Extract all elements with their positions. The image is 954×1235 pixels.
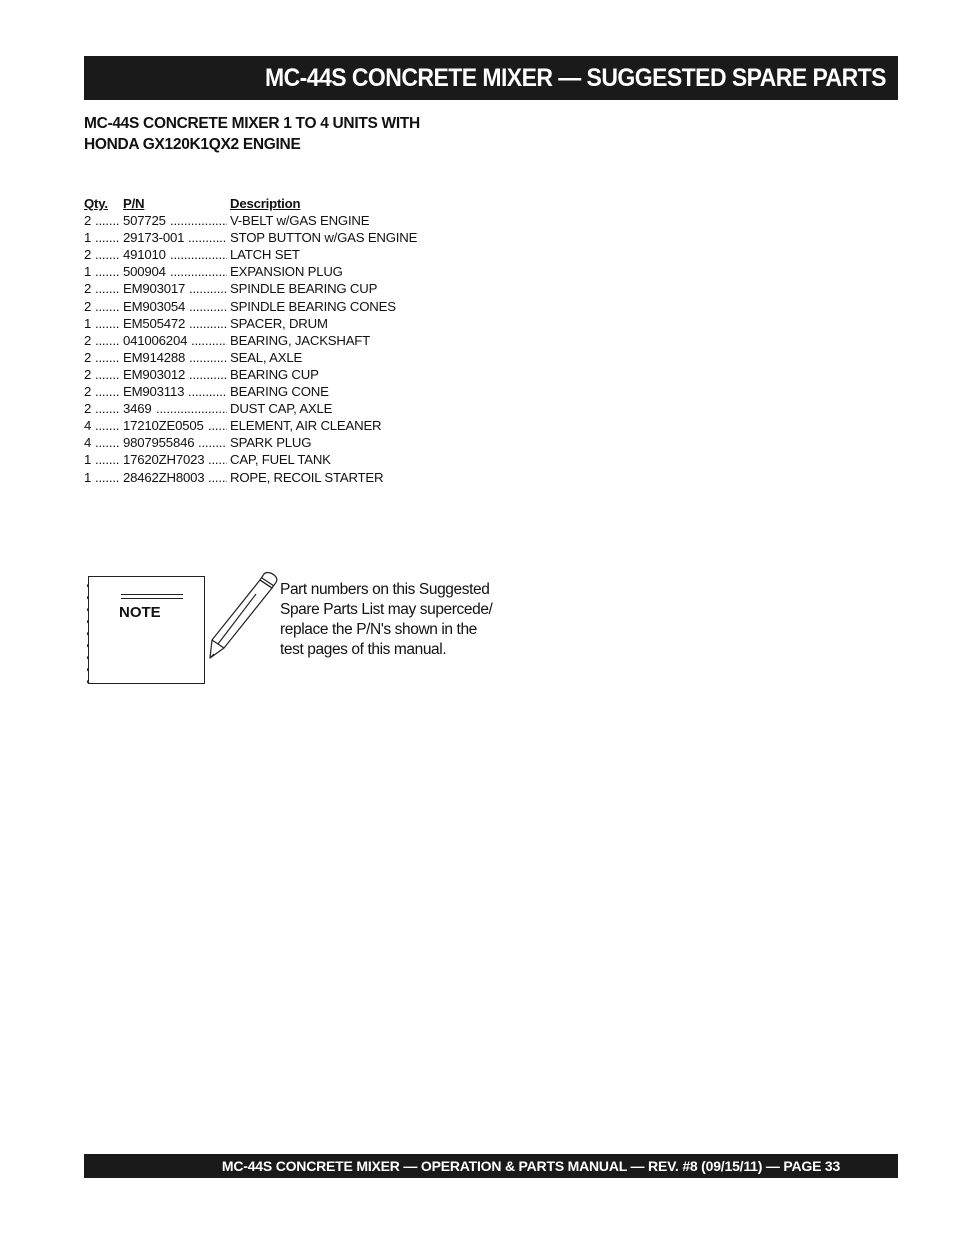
leader-dots [95,246,120,263]
table-row [84,400,444,417]
table-row [84,332,444,349]
description-cell: SEAL, AXLE [230,349,303,365]
leader-dots [208,417,227,434]
leader-dots [95,366,120,383]
description-cell: BEARING, JACKSHAFT [230,332,371,348]
table-row [84,280,444,297]
leader-dots [189,280,227,297]
description-cell: SPINDLE BEARING CONES [230,298,396,314]
qty-cell: 2 [84,384,92,400]
part-number-cell: EM505472 [123,315,186,331]
table-row [84,263,444,280]
table-row [84,469,444,486]
leader-dots [189,315,227,332]
note-text-line: replace the P/N's shown in the [280,621,477,638]
part-number-cell: EM903017 [123,281,186,297]
table-row [84,366,444,383]
description-cell: ROPE, RECOIL STARTER [230,469,384,485]
part-number-cell: 28462ZH8003 [123,469,205,485]
page-header-bar [84,56,898,100]
page-title: MC-44S CONCRETE MIXER — SUGGESTED SPARE PARTS [265,63,886,92]
table-row [84,315,444,332]
part-number-cell: 29173-001 [123,230,185,246]
leader-dots [191,332,227,349]
leader-dots [95,349,120,366]
spare-parts-table [84,195,444,486]
qty-cell: 2 [84,247,92,263]
description-cell: ELEMENT, AIR CLEANER [230,418,382,434]
description-cell: BEARING CUP [230,366,319,382]
description-cell: STOP BUTTON w/GAS ENGINE [230,230,418,246]
part-number-cell: 9807955846 [123,435,195,451]
table-row [84,451,444,468]
subtitle-line-1: MC-44S CONCRETE MIXER 1 TO 4 UNITS WITH [84,115,420,132]
qty-cell: 2 [84,332,92,348]
description-cell: EXPANSION PLUG [230,264,343,280]
leader-dots [189,349,227,366]
part-number-cell: EM903054 [123,298,186,314]
part-number-cell: 491010 [123,247,166,263]
part-number-cell: EM903113 [123,384,185,400]
leader-dots [95,212,120,229]
leader-dots [95,298,120,315]
qty-cell: 2 [84,401,92,417]
table-row [84,298,444,315]
qty-cell: 2 [84,366,92,382]
part-number-cell: EM903012 [123,366,186,382]
description-cell: SPARK PLUG [230,435,312,451]
leader-dots [170,212,227,229]
description-cell: LATCH SET [230,247,300,263]
leader-dots [170,263,227,280]
leader-dots [208,469,227,486]
note-text-line: test pages of this manual. [280,641,447,658]
table-row [84,349,444,366]
qty-cell: 2 [84,298,92,314]
leader-dots [95,315,120,332]
leader-dots [95,332,120,349]
qty-cell: 4 [84,435,92,451]
table-row [84,417,444,434]
qty-cell: 2 [84,281,92,297]
leader-dots [95,229,120,246]
note-text-line: Part numbers on this Suggested [280,581,490,598]
note-rule-lines [121,594,183,602]
note-notepad [88,576,205,684]
part-number-cell: 507725 [123,213,166,229]
description-cell: SPINDLE BEARING CUP [230,281,378,297]
description-cell: CAP, FUEL TANK [230,452,331,468]
leader-dots [156,400,227,417]
leader-dots [95,434,120,451]
footer-text: MC-44S CONCRETE MIXER — OPERATION & PARTS MANUAL — REV. #8 (09/15/11) — PAGE 33 [221,1158,841,1174]
leader-dots [198,434,227,451]
leader-dots [188,383,227,400]
part-number-cell: 17210ZE0505 [123,418,204,434]
leader-dots [95,400,120,417]
table-row [84,212,444,229]
qty-cell: 1 [84,315,92,331]
qty-cell: 1 [84,230,92,246]
section-subtitle [84,113,420,155]
part-number-cell: 041006204 [123,332,188,348]
part-number-cell: EM914288 [123,349,186,365]
part-number-cell: 3469 [123,401,152,417]
pencil-icon [208,570,278,662]
description-cell: DUST CAP, AXLE [230,401,333,417]
part-number-cell: 500904 [123,264,166,280]
qty-cell: 2 [84,349,92,365]
leader-dots [95,469,120,486]
note-text [280,580,493,660]
qty-cell: 1 [84,469,92,485]
column-header-description: Description [230,196,301,211]
note-label: NOTE [119,604,161,621]
qty-cell: 1 [84,264,92,280]
table-row [84,434,444,451]
table-row [84,246,444,263]
part-number-cell: 17620ZH7023 [123,452,205,468]
leader-dots [95,263,120,280]
table-row [84,383,444,400]
leader-dots [188,229,227,246]
page-footer-bar [84,1154,898,1178]
qty-cell: 2 [84,213,92,229]
leader-dots [189,366,227,383]
column-header-qty: Qty. [84,196,108,211]
leader-dots [208,451,227,468]
note-text-line: Spare Parts List may supercede/ [280,601,493,618]
description-cell: V-BELT w/GAS ENGINE [230,213,370,229]
subtitle-line-2: HONDA GX120K1QX2 ENGINE [84,136,301,153]
leader-dots [95,383,120,400]
table-header-row [84,195,444,212]
column-header-pn: P/N [123,196,145,211]
leader-dots [189,298,227,315]
leader-dots [170,246,227,263]
qty-cell: 1 [84,452,92,468]
leader-dots [95,417,120,434]
qty-cell: 4 [84,418,92,434]
leader-dots [95,280,120,297]
description-cell: BEARING CONE [230,384,329,400]
description-cell: SPACER, DRUM [230,315,328,331]
table-body [84,212,444,486]
table-row [84,229,444,246]
leader-dots [95,451,120,468]
